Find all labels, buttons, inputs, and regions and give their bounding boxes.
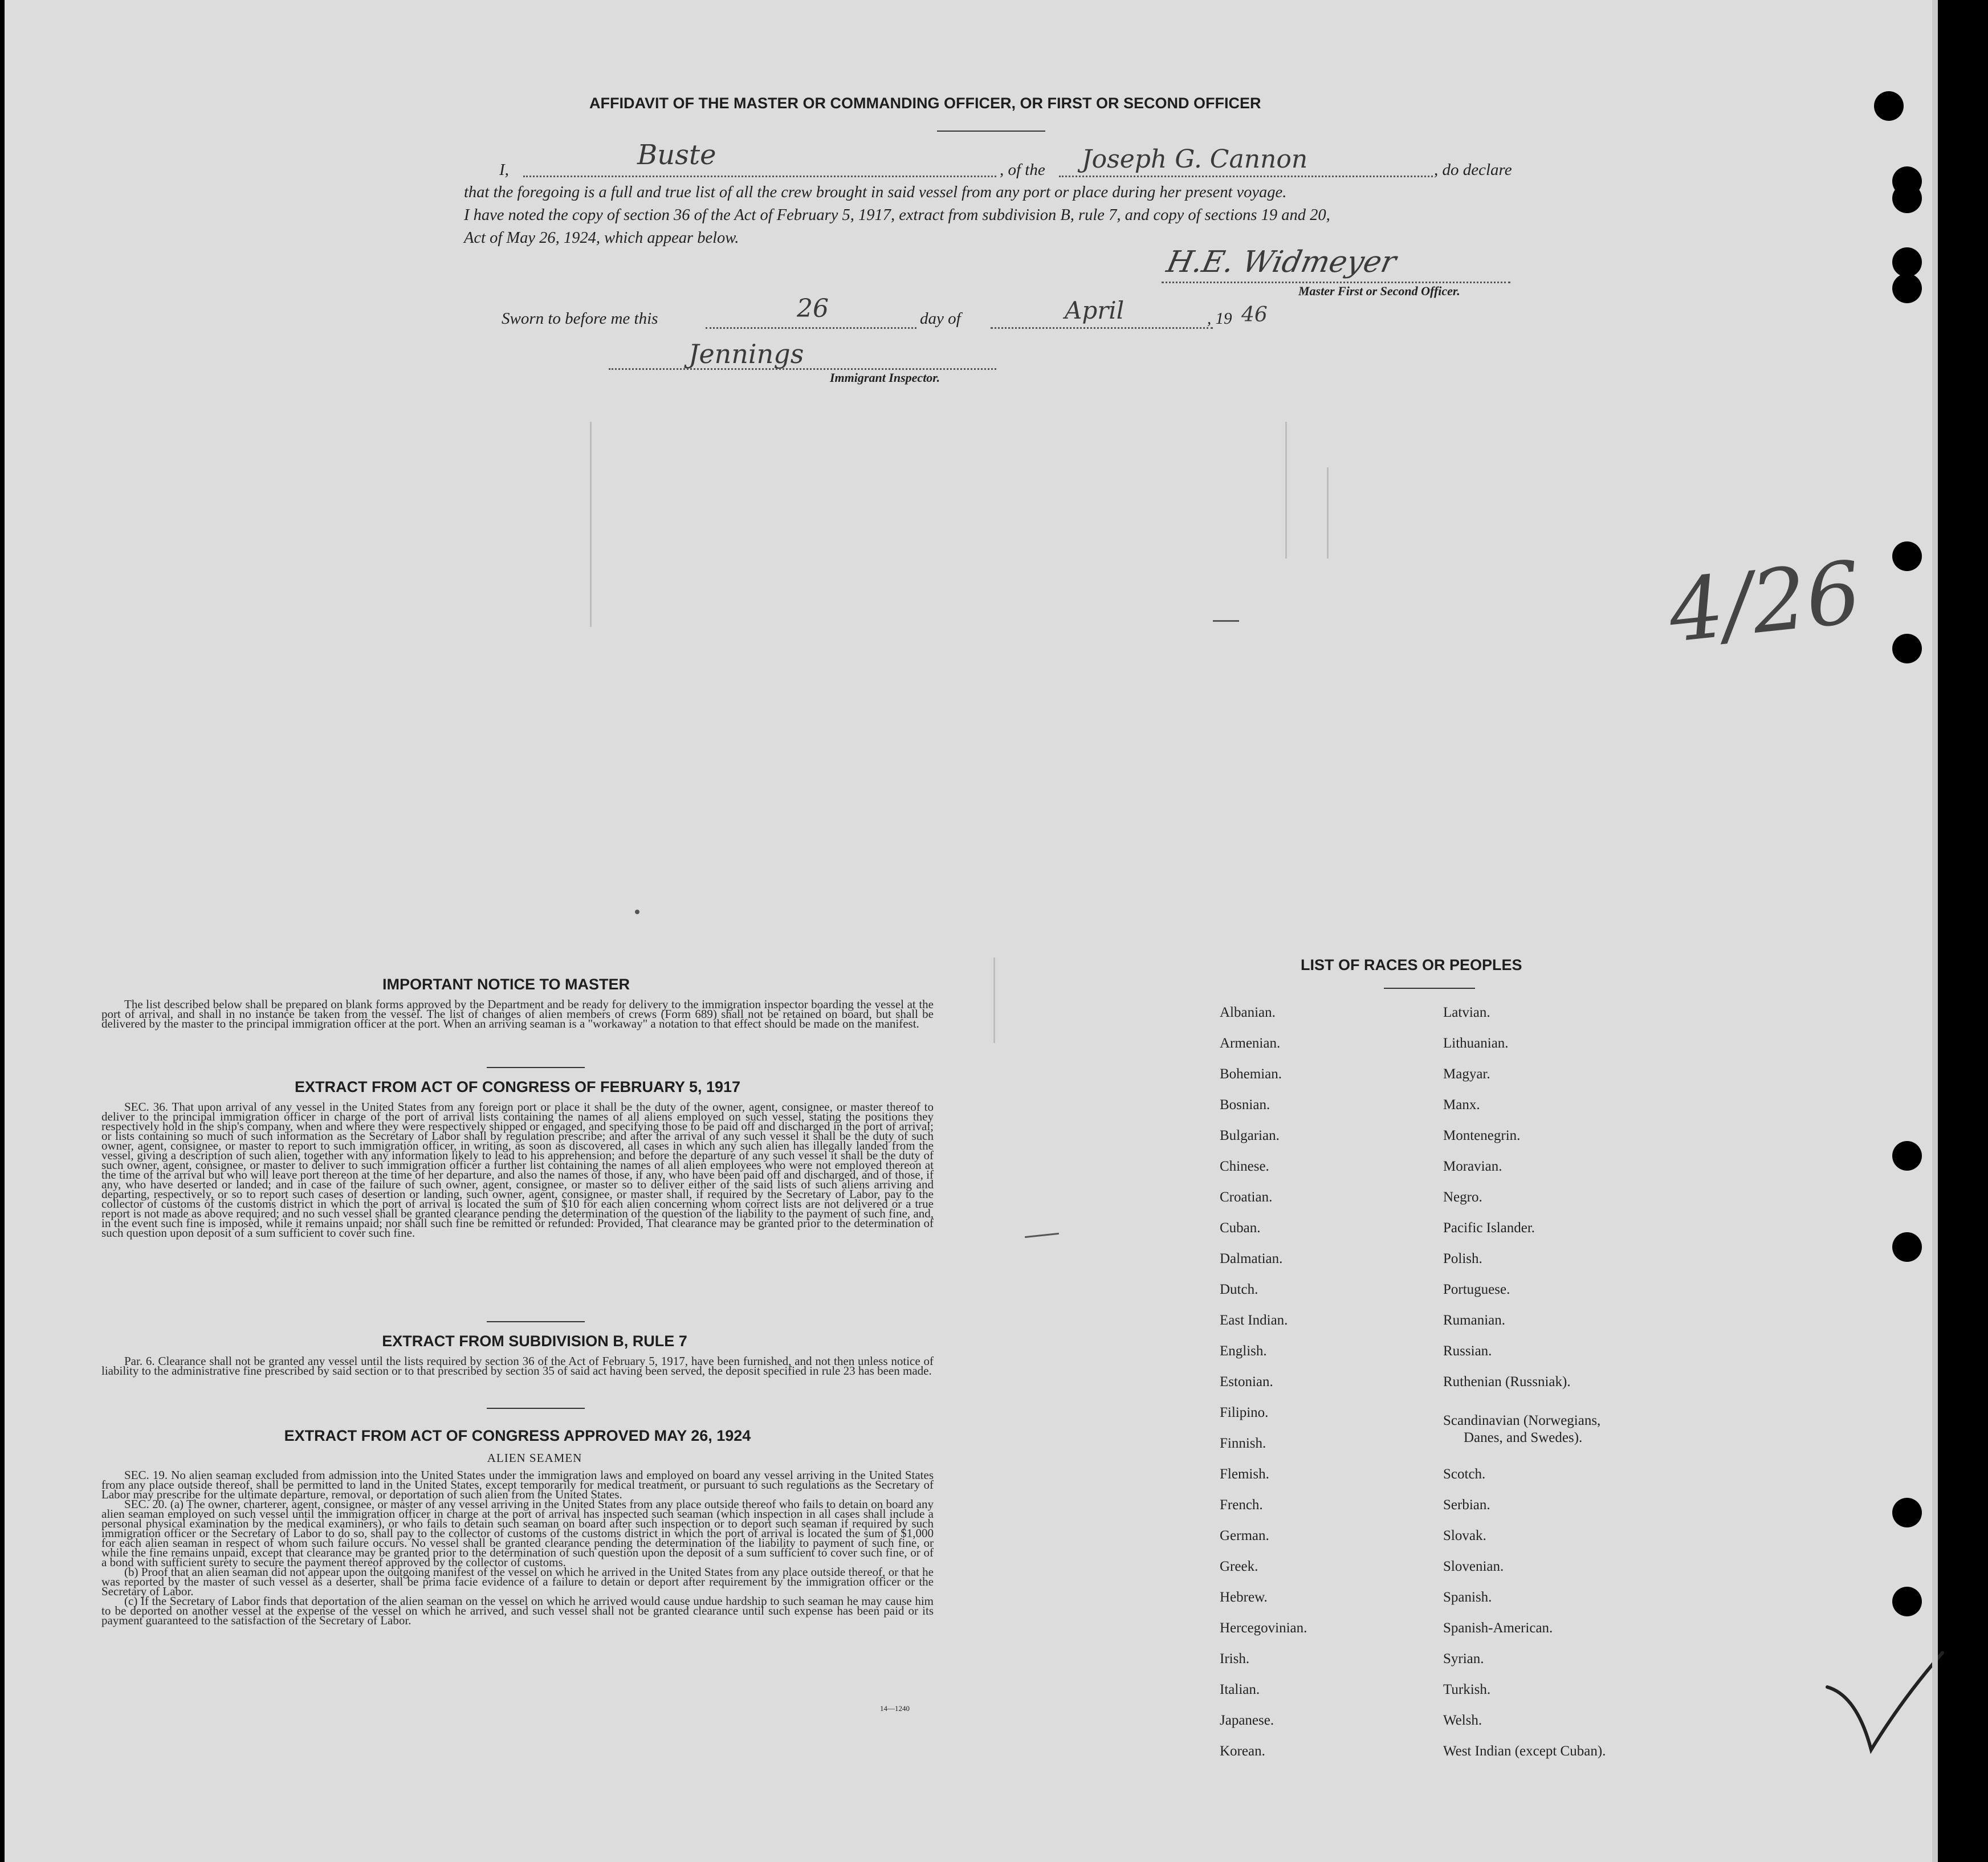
race-left-1: Albanian. [1220,1005,1276,1020]
extract-1917-title: EXTRACT FROM ACT OF CONGRESS OF FEBRUARY 5, 1917 [294,1078,741,1095]
race-right-25: West Indian (except Cuban). [1443,1743,1606,1759]
race-right-15: Danes, and Swedes). [1464,1430,1583,1445]
master-signature: H.E. Widmeyer [1163,245,1399,279]
race-right-6: Moravian. [1443,1159,1502,1174]
race-right-12: Russian. [1443,1343,1492,1359]
column-trace [993,958,995,1043]
stray-mark [635,910,639,914]
affidavit-line-2: that the foregoing is a full and true list of all the crew brought in said vessel from any port or place during her present voyage. [464,184,1287,201]
punch-hole [1892,1498,1922,1527]
rule-7-title: EXTRACT FROM SUBDIVISION B, RULE 7 [382,1333,687,1350]
race-left-7: Croatian. [1220,1189,1273,1205]
race-right-14: Scandinavian (Norwegians, [1443,1413,1601,1428]
punch-hole [1892,1232,1922,1262]
race-right-13: Ruthenian (Russniak). [1443,1374,1571,1390]
race-left-14: Filipino. [1220,1405,1269,1420]
race-left-13: Estonian. [1220,1374,1273,1390]
race-right-9: Polish. [1443,1251,1482,1266]
vessel-line [1059,176,1433,177]
race-left-23: Italian. [1220,1682,1260,1697]
race-left-22: Irish. [1220,1651,1250,1667]
race-left-11: East Indian. [1220,1313,1288,1328]
column-trace [1327,467,1329,559]
race-right-21: Spanish-American. [1443,1620,1553,1636]
sworn-label: Sworn to before me this [502,309,658,328]
extract-1917-text [101,1102,934,1238]
stray-mark [1025,1233,1059,1238]
notice-title: IMPORTANT NOTICE TO MASTER [382,976,630,993]
year-handwritten: 46 [1241,303,1268,327]
races-rule [1384,988,1475,989]
of-the-label: , of the [1000,161,1045,179]
race-left-19: Greek. [1220,1559,1258,1574]
race-left-2: Armenian. [1220,1036,1281,1051]
punch-hole [1892,1141,1922,1171]
extract-1917-rule [487,1321,585,1322]
punch-hole [1892,1587,1922,1616]
inspector-signature: Jennings [689,339,804,369]
race-left-18: German. [1220,1528,1269,1543]
races-title: LIST OF RACES OR PEOPLES [1301,956,1522,973]
stray-mark [1213,620,1239,622]
extract-1924-text [101,1470,934,1625]
race-left-20: Hebrew. [1220,1590,1268,1605]
race-left-8: Cuban. [1220,1220,1261,1236]
form-number: 14—1240 [880,1704,910,1713]
day-handwritten: 26 [797,294,829,323]
race-right-1: Latvian. [1443,1005,1490,1020]
race-left-5: Bulgarian. [1220,1128,1280,1143]
race-right-17: Serbian. [1443,1497,1490,1513]
race-right-5: Montenegrin. [1443,1128,1521,1143]
race-right-2: Lithuanian. [1443,1036,1509,1051]
punch-hole [1892,274,1922,303]
race-right-22: Syrian. [1443,1651,1484,1667]
date-annotation: 4/26 [1664,543,1866,662]
sec-20c-paragraph: (c) If the Secretary of Labor finds that deportation of the alien seaman on the vessel on which he arrived would cause undue hardship to such seaman he may cause him to be deported on another vessel at the expense of the vessel on which he arrived, and such vessel shall not be granted clearance until such expense has been paid or its payment guaranteed to the satisfaction of the Secretary of Labor. [101,1594,934,1627]
par-6-paragraph: Par. 6. Clearance shall not be granted any vessel until the lists required by section 36 of the Act of February 5, 1917, have been furnished, and not then unless notice of liability to the administrative fine prescribed by said section or to that prescribed by section 35 of said act having been served, the deposit specified in rule 23 has been made. [101,1354,934,1378]
race-right-20: Spanish. [1443,1590,1492,1605]
extract-1924-title: EXTRACT FROM ACT OF CONGRESS APPROVED MAY 26, 1924 [284,1427,751,1444]
race-left-12: English. [1220,1343,1267,1359]
punch-hole [1892,634,1922,663]
rule-7-text [101,1356,934,1376]
punch-hole [1892,541,1922,571]
column-trace [1285,422,1287,559]
document-sheet [5,0,1938,1862]
affidavit-i-label: I, [499,161,509,179]
race-left-15: Finnish. [1220,1436,1266,1451]
affidavit-line-4: Act of May 26, 1924, which appear below. [464,229,739,247]
do-declare-label: , do declare [1434,161,1512,179]
race-right-19: Slovenian. [1443,1559,1504,1574]
race-right-8: Pacific Islander. [1443,1220,1535,1236]
sec-20a-paragraph: SEC. 20. (a) The owner, charterer, agent, consignee, or master of any vessel arriving in the United States from any place outside thereof who fails to detain on board any alien seaman employed on such vessel until the immigration officer in charge at the port of arrival has inspected such seaman (which inspection in all cases shall include a personal physical examination by the medical examiners), or who fails to detain such seaman on board after such inspection or to deport such seaman if required by such immigration officer or the Secretary of Labor to do so, shall pay to the collector of customs of the customs district in which the port of arrival is located the sum of $1,000 for each alien seaman in respect of whom such failure occurs. No vessel shall be granted clearance pending the determination of the liability to payment of such fine, or while the fine remains unpaid, except that clearance may be granted prior to the determination of such question upon the deposit of a sum sufficient to cover such fine, or of a bond with sufficient surety to secure the payment thereof approved by the collector of customs. [101,1497,934,1569]
signature-line [1162,282,1510,283]
punch-hole [1892,247,1922,277]
sec-36-paragraph: SEC. 36. That upon arrival of any vessel in the United States from any foreign port or place it shall be the duty of the owner, agent, consignee, or master thereof to deliver to the principal immigration officer in charge of the port of arrival lists containing the names of all aliens employed on such vessel, stating the positions they respectively hold in the ship's company, when and where they were respectively shipped or engaged, and specifying those to be paid off and discharged in the port of arrival; or lists containing so much of such information as the Secretary of Labor shall by regulation prescribe; and after the arrival of any such vessel it shall be the duty of such owner, agent, consignee, or master to report to such immigration officer, in writing, as soon as discovered, all cases in which any such alien has illegally landed from the vessel, giving a description of such alien, together with any information likely to lead to his apprehension; and before the departure of any such vessel it shall be the duty of such owner, agent, consignee, or master to deliver to such immigration officer a further list containing the names of all alien employees who were not employed thereon at the time of the arrival but who will leave port thereon at the time of her departure, and also the names of those, if any, who have been paid off and discharged, and of those, if any, who have deserted or landed; and in case of the failure of such owner, agent, consignee, or master so to deliver either of the said lists of such aliens arriving and departing, respectively, or so to report such cases of desertion or landing, such owner, agent, consignee, or master shall, if required by the Secretary of Labor, pay to the collector of customs of the customs district in which the port of arrival is located the sum of $10 for each alien concerning whom correct lists are not delivered or a true report is not made as above required; and no such vessel shall be granted clearance pending the determination of the question of the liability to the payment of such fine, and, in the event such fine is imposed, while it remains unpaid; nor shall such fine be remitted or refunded: Provided, That clearance may be granted prior to the determination of such question upon deposit of a sum sufficient to cover such fine. [101,1100,934,1240]
race-left-25: Korean. [1220,1743,1265,1759]
sec-20b-paragraph: (b) Proof that an alien seaman did not appear upon the outgoing manifest of the vessel on which he arrived in the United States from any place outside thereof, or that he was reported by the master of such vessel as a deserter, shall be prima facie evidence of a failure to detain or deport after requirement by the immigration officer or the Secretary of Labor. [101,1565,934,1598]
race-left-4: Bosnian. [1220,1097,1270,1113]
sec-19-paragraph: SEC. 19. No alien seaman excluded from admission into the United States under the immigration laws and employed on board any vessel arriving in the United States from any place outside thereof, shall be permitted to land in the United States, except temporarily for medical treatment, or pursuant to such regulations as the Secretary of Labor may prescribe for the ultimate departure, removal, or deportation of such alien from the United States. [101,1468,934,1501]
inspector-line [609,368,996,370]
inspector-caption: Immigrant Inspector. [830,370,940,385]
title-rule [937,131,1045,132]
race-left-21: Hercegovinian. [1220,1620,1307,1636]
race-right-10: Portuguese. [1443,1282,1510,1297]
affidavit-title: AFFIDAVIT OF THE MASTER OR COMMANDING OFFICER, OR FIRST OR SECOND OFFICER [589,95,1261,112]
page-edge [1932,0,1938,1862]
punch-hole [1892,184,1922,213]
punch-hole [1874,91,1904,121]
vessel-handwritten: Joseph G. Cannon [1082,145,1308,174]
race-right-7: Negro. [1443,1189,1482,1205]
race-left-16: Flemish. [1220,1466,1269,1482]
rule-7-rule [487,1408,585,1409]
day-line [706,327,916,329]
name-line [523,176,996,177]
month-line [991,327,1213,329]
race-right-24: Welsh. [1443,1713,1482,1728]
race-right-4: Manx. [1443,1097,1480,1113]
signature-caption: Master First or Second Officer. [1298,284,1460,298]
month-handwritten: April [1065,296,1125,324]
race-right-18: Slovak. [1443,1528,1486,1543]
race-right-23: Turkish. [1443,1682,1491,1697]
column-trace [590,422,592,627]
day-of-label: day of [920,309,961,328]
race-right-11: Rumanian. [1443,1313,1506,1328]
alien-seamen-subtitle: ALIEN SEAMEN [487,1451,582,1465]
notice-rule [487,1067,585,1068]
year-prefix: , 19 [1207,309,1232,328]
race-left-3: Bohemian. [1220,1066,1282,1082]
notice-text [101,997,934,1030]
race-left-24: Japanese. [1220,1713,1274,1728]
race-left-9: Dalmatian. [1220,1251,1283,1266]
affidavit-line-3: I have noted the copy of section 36 of the Act of February 5, 1917, extract from subdivision B, rule 7, and copy of sections 19 and 20, [464,206,1330,224]
race-left-6: Chinese. [1220,1159,1269,1174]
race-left-10: Dutch. [1220,1282,1258,1297]
race-left-17: French. [1220,1497,1263,1513]
notice-paragraph: The list described below shall be prepared on blank forms approved by the Department and be ready for delivery to the immigration inspector boarding the vessel at the port of arrival, and shall in no instance be taken from the vessel. The list of changes of alien members of crews (Form 689) shall not be retained on board, but shall be delivered by the master to the principal immigration officer at the port. When an arriving seaman is a "workaway" a notation to that effect should be made on the manifest. [101,997,934,1030]
race-right-3: Magyar. [1443,1066,1490,1082]
name-handwritten: Buste [637,139,716,171]
race-right-16: Scotch. [1443,1466,1486,1482]
